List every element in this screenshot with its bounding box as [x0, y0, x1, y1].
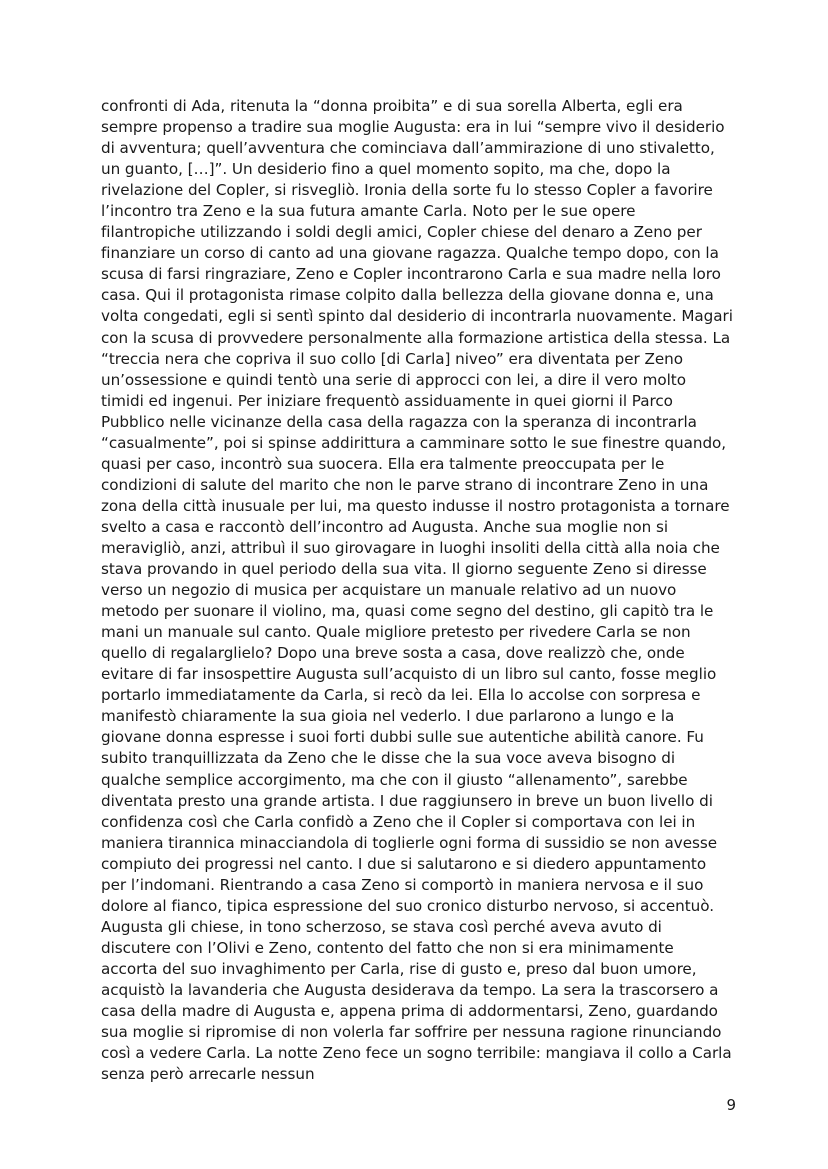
body-paragraph: confronti di Ada, ritenuta la “donna proibita” e di sua sorella Alberta, egli era sempre propenso a tradire sua moglie Augusta: era in lui “sempre vivo il desiderio di avventura; quell’avventura che cominciava dall’ammirazione di uno stivaletto, un guanto, […]”. Un desiderio fino a quel momento sopito, ma che, dopo la rivelazione del Copler, si risvegliò. Ironia della sorte fu lo stesso Copler a favorire l’incontro tra Zeno e la sua futura amante Carla. Noto per le sue opere filantropiche utilizzando i soldi degli amici, Copler chiese del denaro a Zeno per finanziare un corso di canto ad una giovane ragazza. Qualche tempo dopo, con la scusa di farsi ringraziare, Zeno e Copler incontrarono Carla e sua madre nella loro casa. Qui il protagonista rimase colpito dalla bellezza della giovane donna e, una volta congedati, egli si sentì spinto dal desiderio di incontrarla nuovamente. Magari con la scusa di provvedere personalmente alla formazione artistica della stessa. La “treccia nera che copriva il suo collo [di Carla] niveo” era diventata per Zeno un’ossessione e quindi tentò una serie di approcci con lei, a dire il vero molto timidi ed ingenui. Per iniziare frequentò assiduamente in quei giorni il Parco Pubblico nelle vicinanze della casa della ragazza con la speranza di incontrarla “casualmente”, poi si spinse addirittura a camminare sotto le sue finestre quando, quasi per caso, incontrò sua suocera. Ella era talmente preoccupata per le condizioni di salute del marito che non le parve strano di incontrare Zeno in una zona della città inusuale per lui, ma questo indusse il nostro protagonista a tornare svelto a casa e raccontò dell’incontro ad Augusta. Anche sua moglie non si meravigliò, anzi, attribuì il suo girovagare in luoghi insoliti della città alla noia che stava provando in quel periodo della sua vita. Il giorno seguente Zeno si diresse verso un negozio di musica per acquistare un manuale relativo ad un nuovo metodo per suonare il violino, ma, quasi come segno del destino, gli capitò tra le mani un manuale sul canto. Quale migliore pretesto per rivedere Carla se non quello di regalarglielo? Dopo una breve sosta a casa, dove realizzò che, onde evitare di far insospettire Augusta sull’acquisto di un libro sul canto, fosse meglio portarlo immediatamente da Carla, si recò da lei. Ella lo accolse con sorpresa e manifestò chiaramente la sua gioia nel vederlo. I due parlarono a lungo e la giovane donna espresse i suoi forti dubbi sulle sue autentiche abilità canore. Fu subito tranquillizzata da Zeno che le disse che la sua voce aveva bisogno di qualche semplice accorgimento, ma che con il giusto “allenamento”, sarebbe diventata presto una grande artista. I due raggiunsero in breve un buon livello di confidenza così che Carla confidò a Zeno che il Copler si comportava con lei in maniera tirannica minacciandola di toglierle ogni forma di sussidio se non avesse compiuto dei progressi nel canto. I due si salutarono e si diedero appuntamento per l’indomani. Rientrando a casa Zeno si comportò in maniera nervosa e il suo dolore al fianco, tipica espressione del suo cronico disturbo nervoso, si accentuò. Augusta gli chiese, in tono scherzoso, se stava così perché aveva avuto di discutere con l’Olivi e Zeno, contento del fatto che non si era minimamente accorta del suo invaghimento per Carla, rise di gusto e, preso dal buon umore, acquistò la lavanderia che Augusta desiderava da tempo. La sera la trascorsero a casa della madre di Augusta e, appena prima di addormentarsi, Zeno, guardando sua moglie si ripromise di non volerla far soffrire per nessuna ragione rinunciando così a vedere Carla. La notte Zeno fece un sogno terribile: mangiava il collo a Carla senza però arrecarle nessun: [101, 97, 733, 1084]
page-number: 9: [726, 1096, 736, 1114]
